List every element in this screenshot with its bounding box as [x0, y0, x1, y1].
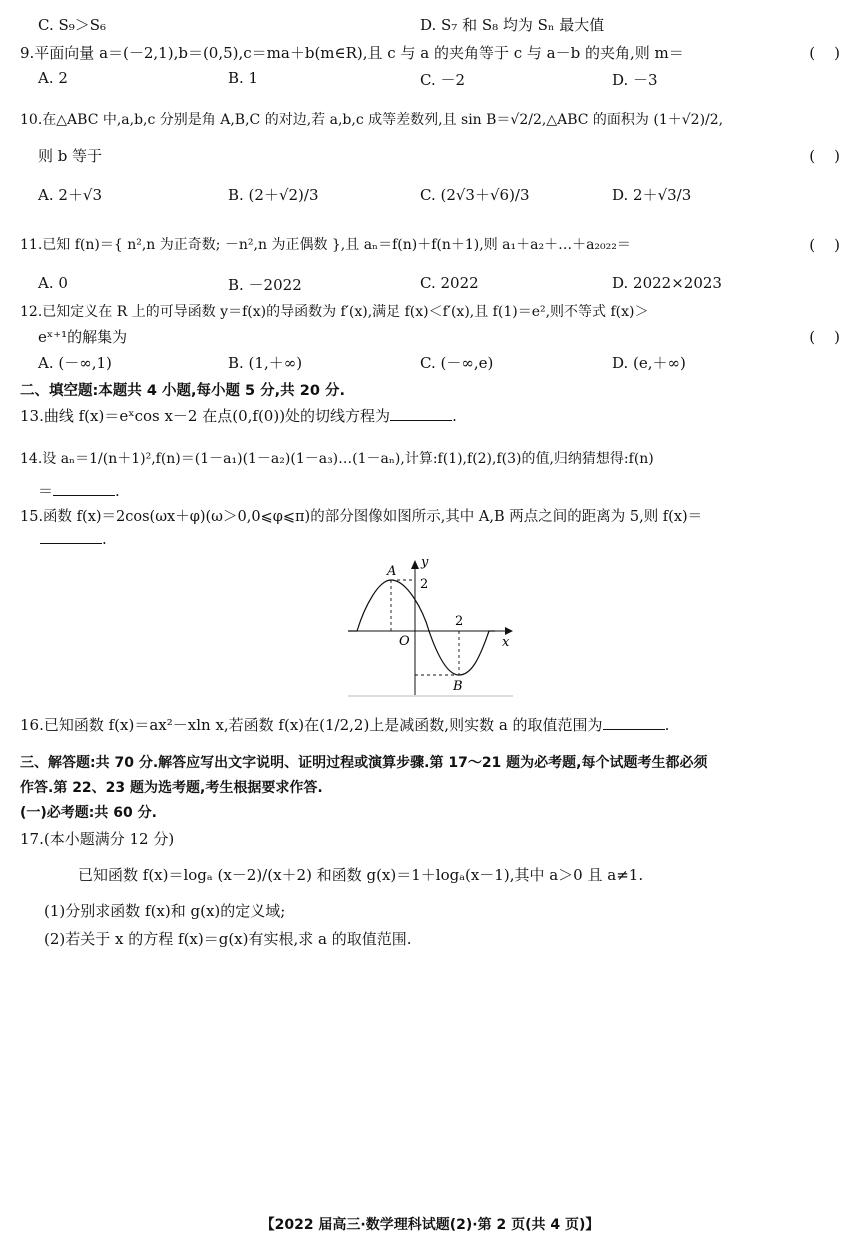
q11-answer-paren: ( )	[809, 236, 842, 254]
q11-option-c: C. 2022	[420, 274, 479, 292]
q12-stem: 12.已知定义在 R 上的可导函数 y＝f(x)的导函数为 f′(x),满足 f(x)＜f′(x),且 f(1)＝e²,则不等式 f(x)＞	[20, 304, 649, 320]
q17-body: 已知函数 f(x)＝logₐ (x－2)/(x＋2) 和函数 g(x)＝1＋logₐ(x－1),其中 a＞0 且 a≠1.	[78, 866, 644, 884]
q10-option-a: A. 2＋√3	[38, 186, 103, 204]
q12-option-b: B. (1,＋∞)	[228, 354, 303, 372]
section-solutions-heading-line2: 作答.第 22、23 题为选考题,考生根据要求作答.	[20, 780, 323, 796]
cosine-graph-figure	[345, 555, 520, 700]
q10-stem-continued: 则 b 等于	[38, 147, 103, 165]
cosine-curve	[348, 580, 495, 675]
q14-line2: ＝ .	[38, 482, 120, 500]
section-solutions-heading-line1: 三、解答题:共 70 分.解答应写出文字说明、证明过程或演算步骤.第 17～21 题为必考题,每个试题考生都必须	[20, 755, 708, 771]
page-footer: 【2022 届高三·数学理科试题(2)·第 2 页(共 4 页)】	[260, 1217, 600, 1233]
q13: 13.曲线 f(x)＝eˣcos x－2 在点(0,f(0))处的切线方程为 .	[20, 407, 457, 425]
q11-option-a: A. 0	[38, 274, 68, 292]
q10-option-c: C. (2√3＋√6)/3	[420, 186, 530, 204]
q12-stem-continued: eˣ⁺¹的解集为	[38, 328, 128, 346]
q9-option-b: B. 1	[228, 69, 259, 87]
q13-stem: 13.曲线 f(x)＝eˣcos x－2 在点(0,f(0))处的切线方程为	[20, 407, 391, 425]
section-fill-in-heading: 二、填空题:本题共 4 小题,每小题 5 分,共 20 分.	[20, 383, 345, 399]
q9-answer-paren: ( )	[809, 44, 842, 62]
label-origin: O	[399, 634, 410, 649]
q13-blank	[390, 408, 452, 421]
q8-option-c: C. S₉＞S₆	[38, 16, 107, 34]
q14-equals: ＝	[38, 482, 54, 500]
label-y-axis: y	[421, 555, 429, 570]
q16-blank	[603, 717, 665, 730]
q16-stem: 16.已知函数 f(x)＝ax²－xln x,若函数 f(x)在(1/2,2)上是减函数,则实数 a 的取值范围为	[20, 716, 603, 734]
q9-stem: 9.平面向量 a＝(－2,1),b＝(0,5),c＝ma＋b(m∈R),且 c 与 a 的夹角等于 c 与 a－b 的夹角,则 m＝	[20, 44, 684, 62]
q16: 16.已知函数 f(x)＝ax²－xln x,若函数 f(x)在(1/2,2)上是减函数,则实数 a 的取值范围为 .	[20, 716, 670, 734]
q10-answer-paren: ( )	[809, 147, 842, 165]
label-y-value: 2	[420, 577, 429, 592]
q9-option-c: C. －2	[420, 71, 466, 89]
q10-option-d: D. 2＋√3/3	[612, 186, 692, 204]
label-x-value: 2	[455, 614, 464, 629]
section-required-heading: (一)必考题:共 60 分.	[20, 805, 157, 821]
q17-title: 17.(本小题满分 12 分)	[20, 830, 175, 848]
q12-answer-paren: ( )	[809, 328, 842, 346]
q12-option-d: D. (e,＋∞)	[612, 354, 686, 372]
q14-blank	[53, 483, 115, 496]
q9-option-a: A. 2	[38, 69, 68, 87]
q14-stem: 14.设 aₙ＝1/(n＋1)²,f(n)＝(1－a₁)(1－a₂)(1－a₃)…(1－aₙ),计算:f(1),f(2),f(3)的值,归纳猜想得:f(n)	[20, 451, 654, 467]
q11-option-d: D. 2022×2023	[612, 274, 722, 292]
q15-stem: 15.函数 f(x)＝2cos(ωx＋φ)(ω＞0,0⩽φ⩽π)的部分图像如图所示,其中 A,B 两点之间的距离为 5,则 f(x)＝	[20, 509, 703, 525]
label-point-b: B	[453, 679, 463, 694]
q15-blank	[40, 531, 102, 544]
y-axis-arrow	[411, 560, 419, 569]
q11-stem: 11.已知 f(n)＝{ n²,n 为正奇数; －n²,n 为正偶数 },且 aₙ＝f(n)＋f(n＋1),则 a₁＋a₂＋…＋a₂₀₂₂＝	[20, 237, 631, 253]
q17-part1: (1)分别求函数 f(x)和 g(x)的定义域;	[44, 902, 286, 920]
label-point-a: A	[387, 564, 397, 579]
q9-option-d: D. －3	[612, 71, 658, 89]
q15-line2: .	[40, 530, 107, 548]
q8-option-d: D. S₇ 和 S₈ 均为 Sₙ 最大值	[420, 16, 605, 34]
q10-stem: 10.在△ABC 中,a,b,c 分别是角 A,B,C 的对边,若 a,b,c 成等差数列,且 sin B＝√2/2,△ABC 的面积为 (1＋√2)/2,	[20, 112, 724, 128]
label-x-axis: x	[502, 635, 510, 650]
q12-option-c: C. (－∞,e)	[420, 354, 494, 372]
q10-option-b: B. (2＋√2)/3	[228, 186, 319, 204]
q17-part2: (2)若关于 x 的方程 f(x)＝g(x)有实根,求 a 的取值范围.	[44, 930, 412, 948]
x-axis-arrow	[505, 627, 513, 635]
q11-option-b: B. －2022	[228, 276, 302, 294]
q12-option-a: A. (－∞,1)	[38, 354, 112, 372]
